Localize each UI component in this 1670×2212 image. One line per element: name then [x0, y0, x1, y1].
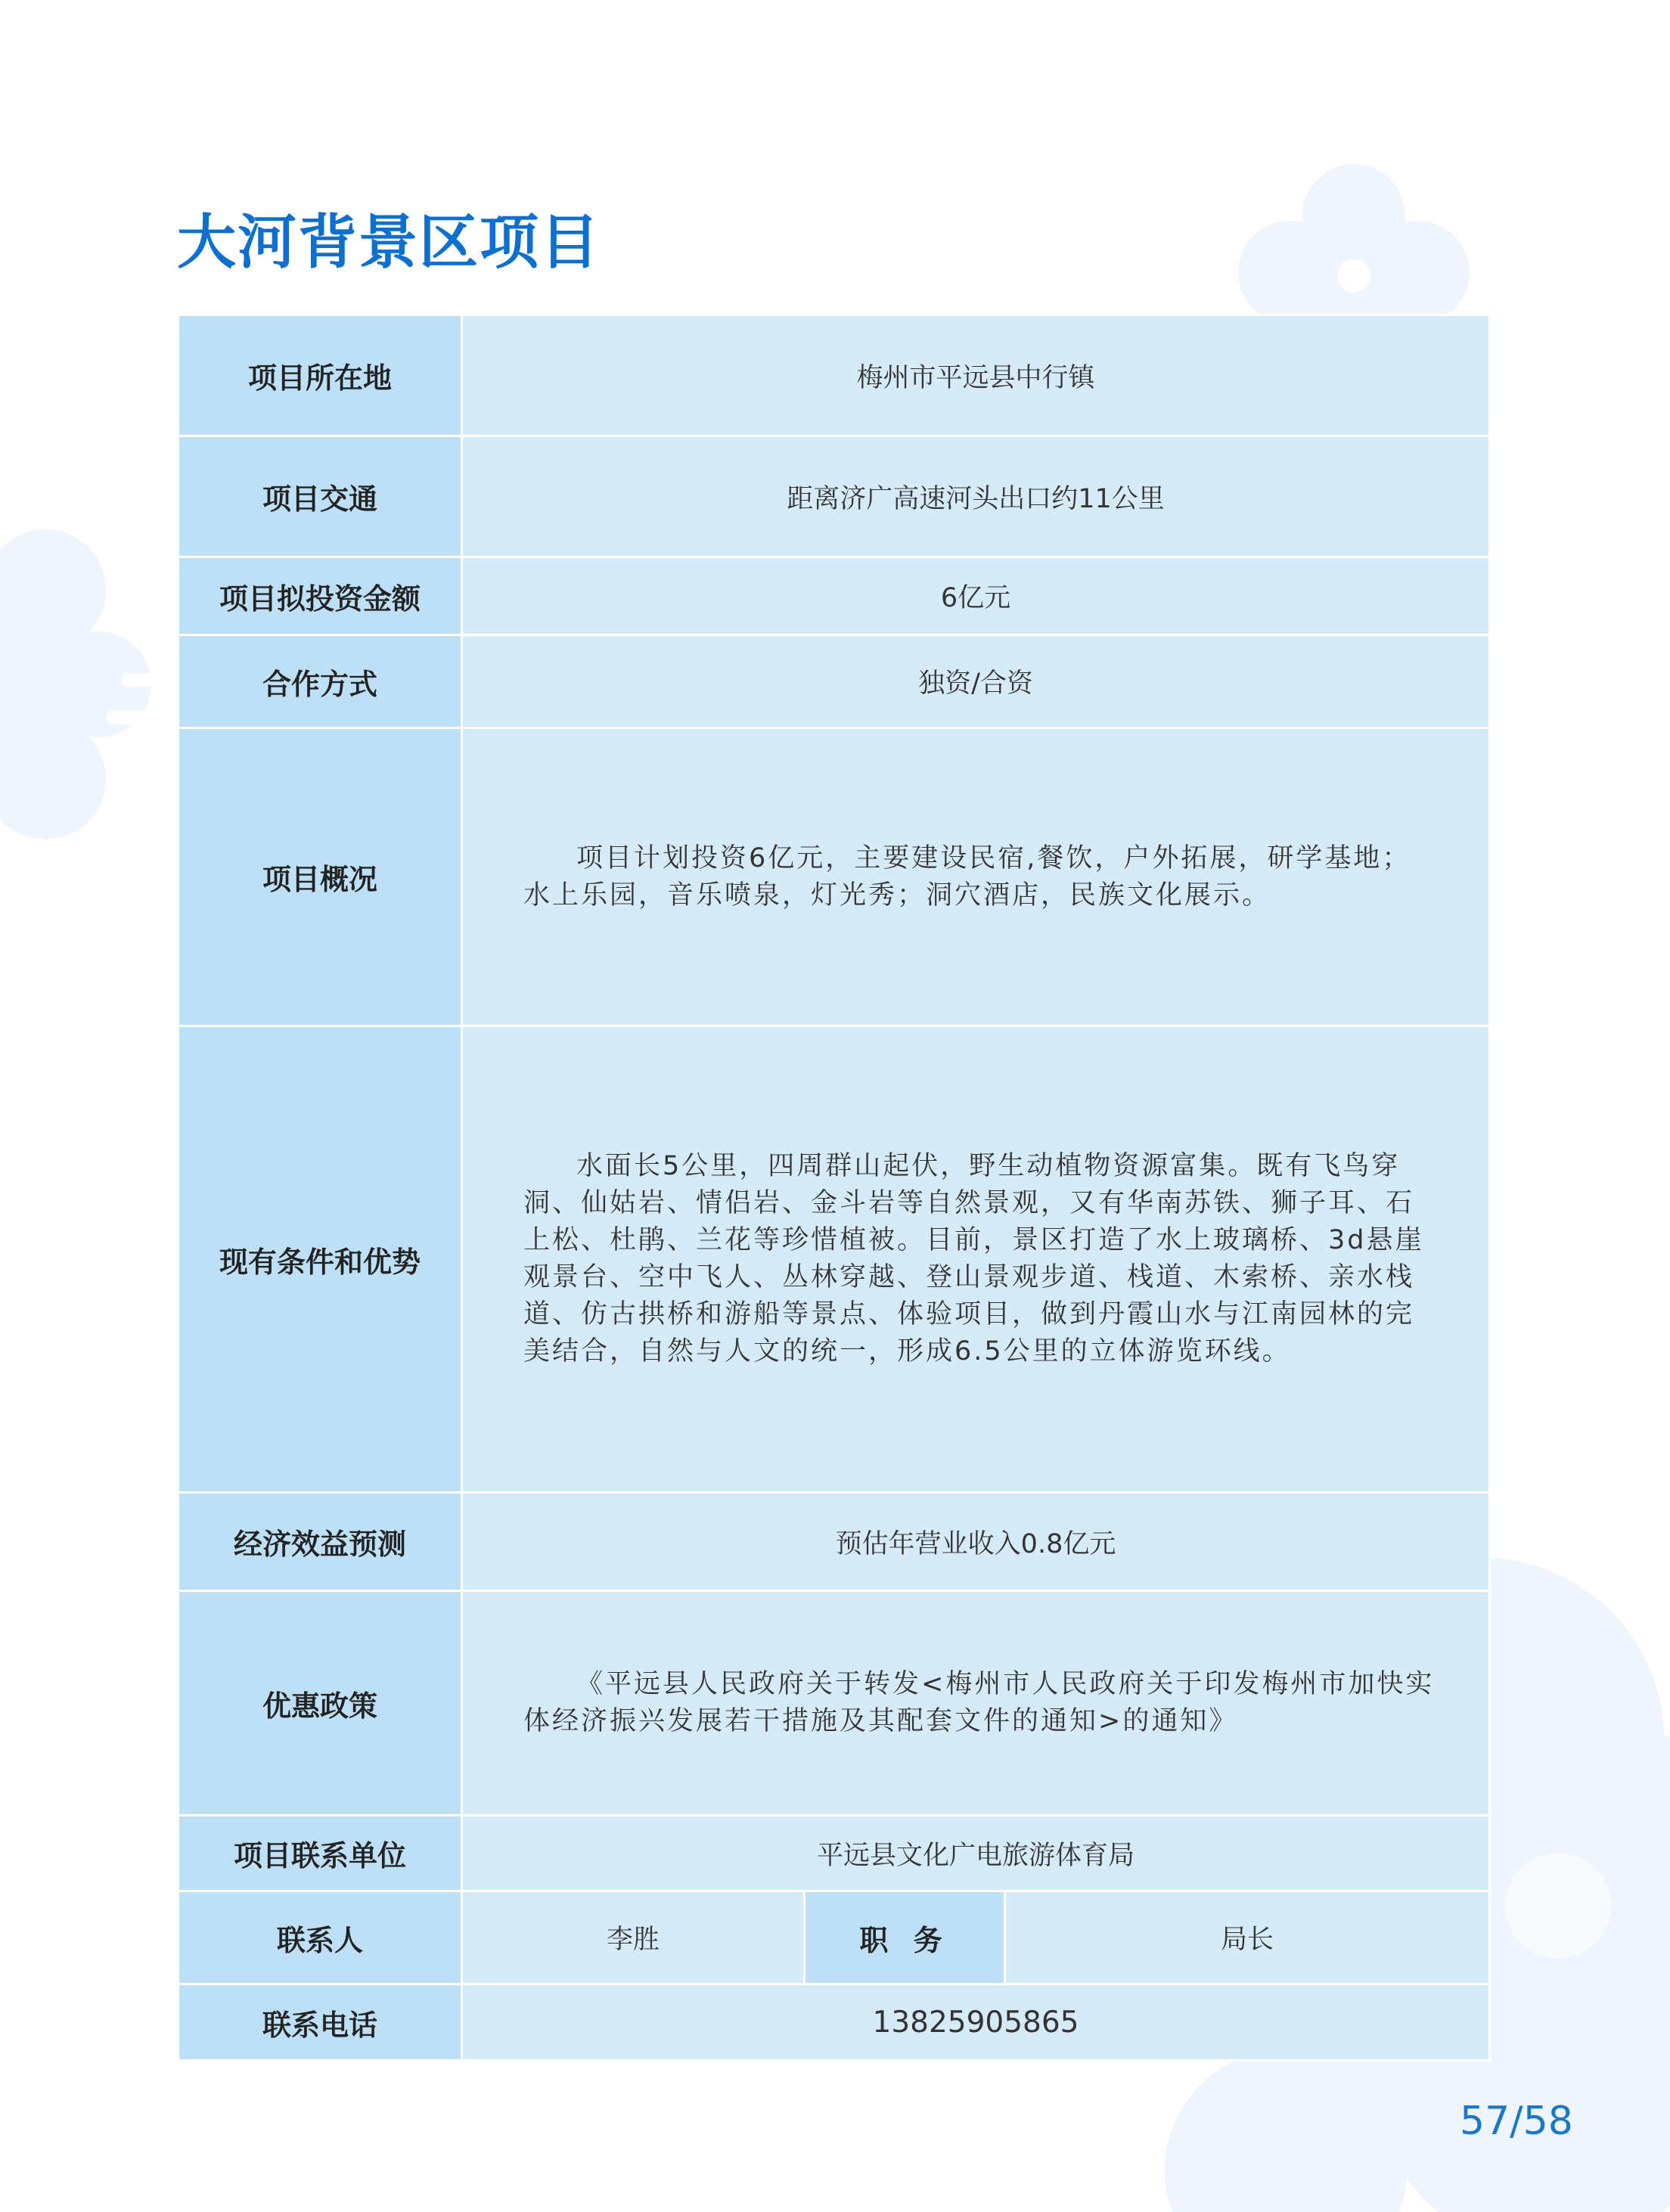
project-info-table	[177, 314, 1491, 2062]
traffic-value: 距离济广高速河头出口约11公里	[462, 436, 1490, 557]
phone-value: 13825905865	[462, 1984, 1490, 2061]
position-value: 局长	[1005, 1891, 1490, 1984]
benefit-value: 预估年营业收入0.8亿元	[462, 1493, 1490, 1591]
conditions-value	[462, 1026, 1490, 1493]
page-title: 大河背景区项目	[177, 209, 601, 277]
row-benefit	[178, 1493, 1490, 1591]
row-conditions	[178, 1026, 1490, 1493]
policy-text: 《平远县人民政府关于转发<梅州市人民政府关于印发梅州市加快实体经济振兴发展若干措施及其配套文件的通知>的通知》	[523, 1669, 1435, 1736]
phone-label: 联系电话	[178, 1984, 462, 2061]
contact-label: 联系人	[178, 1891, 462, 1984]
policy-value	[462, 1591, 1490, 1816]
row-cooperation	[178, 635, 1490, 728]
overview-value	[462, 728, 1490, 1026]
contact-value: 李胜	[462, 1891, 805, 1984]
row-policy	[178, 1591, 1490, 1816]
flower-decoration-left	[0, 529, 182, 847]
row-location	[178, 315, 1490, 436]
cooperation-label: 合作方式	[178, 635, 462, 728]
row-contact	[178, 1891, 1490, 1984]
investment-value: 6亿元	[462, 557, 1490, 635]
investment-label: 项目拟投资金额	[178, 557, 462, 635]
page-number: 57/58	[1460, 2099, 1573, 2144]
location-label: 项目所在地	[178, 315, 462, 436]
benefit-label: 经济效益预测	[178, 1493, 462, 1591]
overview-label: 项目概况	[178, 728, 462, 1026]
traffic-label: 项目交通	[178, 436, 462, 557]
row-investment	[178, 557, 1490, 635]
policy-label: 优惠政策	[178, 1591, 462, 1816]
overview-text: 项目计划投资6亿元，主要建设民宿,餐饮，户外拓展，研学基地；水上乐园，音乐喷泉，灯光秀；洞穴酒店，民族文化展示。	[523, 842, 1411, 911]
location-value: 梅州市平远县中行镇	[462, 315, 1490, 436]
cooperation-value: 独资/合资	[462, 635, 1490, 728]
row-unit	[178, 1816, 1490, 1891]
row-overview	[178, 728, 1490, 1026]
position-label: 职 务	[805, 1891, 1005, 1984]
unit-value: 平远县文化广电旅游体育局	[462, 1816, 1490, 1891]
conditions-text: 水面长5公里，四周群山起伏，野生动植物资源富集。既有飞鸟穿洞、仙姑岩、情侣岩、金斗岩等自然景观，又有华南苏铁、狮子耳、石上松、杜鹃、兰花等珍惜植被。目前，景区打造了水上玻璃桥、3d悬崖观景台、空中飞人、丛林穿越、登山景观步道、栈道、木索桥、亲水栈道、仿古拱桥和游船等景点、体验项目，做到丹霞山水与江南园林的完美结合，自然与人文的统一，形成6.5公里的立体游览环线。	[523, 1151, 1424, 1367]
unit-label: 项目联系单位	[178, 1816, 462, 1891]
row-traffic	[178, 436, 1490, 557]
row-phone	[178, 1984, 1490, 2061]
conditions-label: 现有条件和优势	[178, 1026, 462, 1493]
